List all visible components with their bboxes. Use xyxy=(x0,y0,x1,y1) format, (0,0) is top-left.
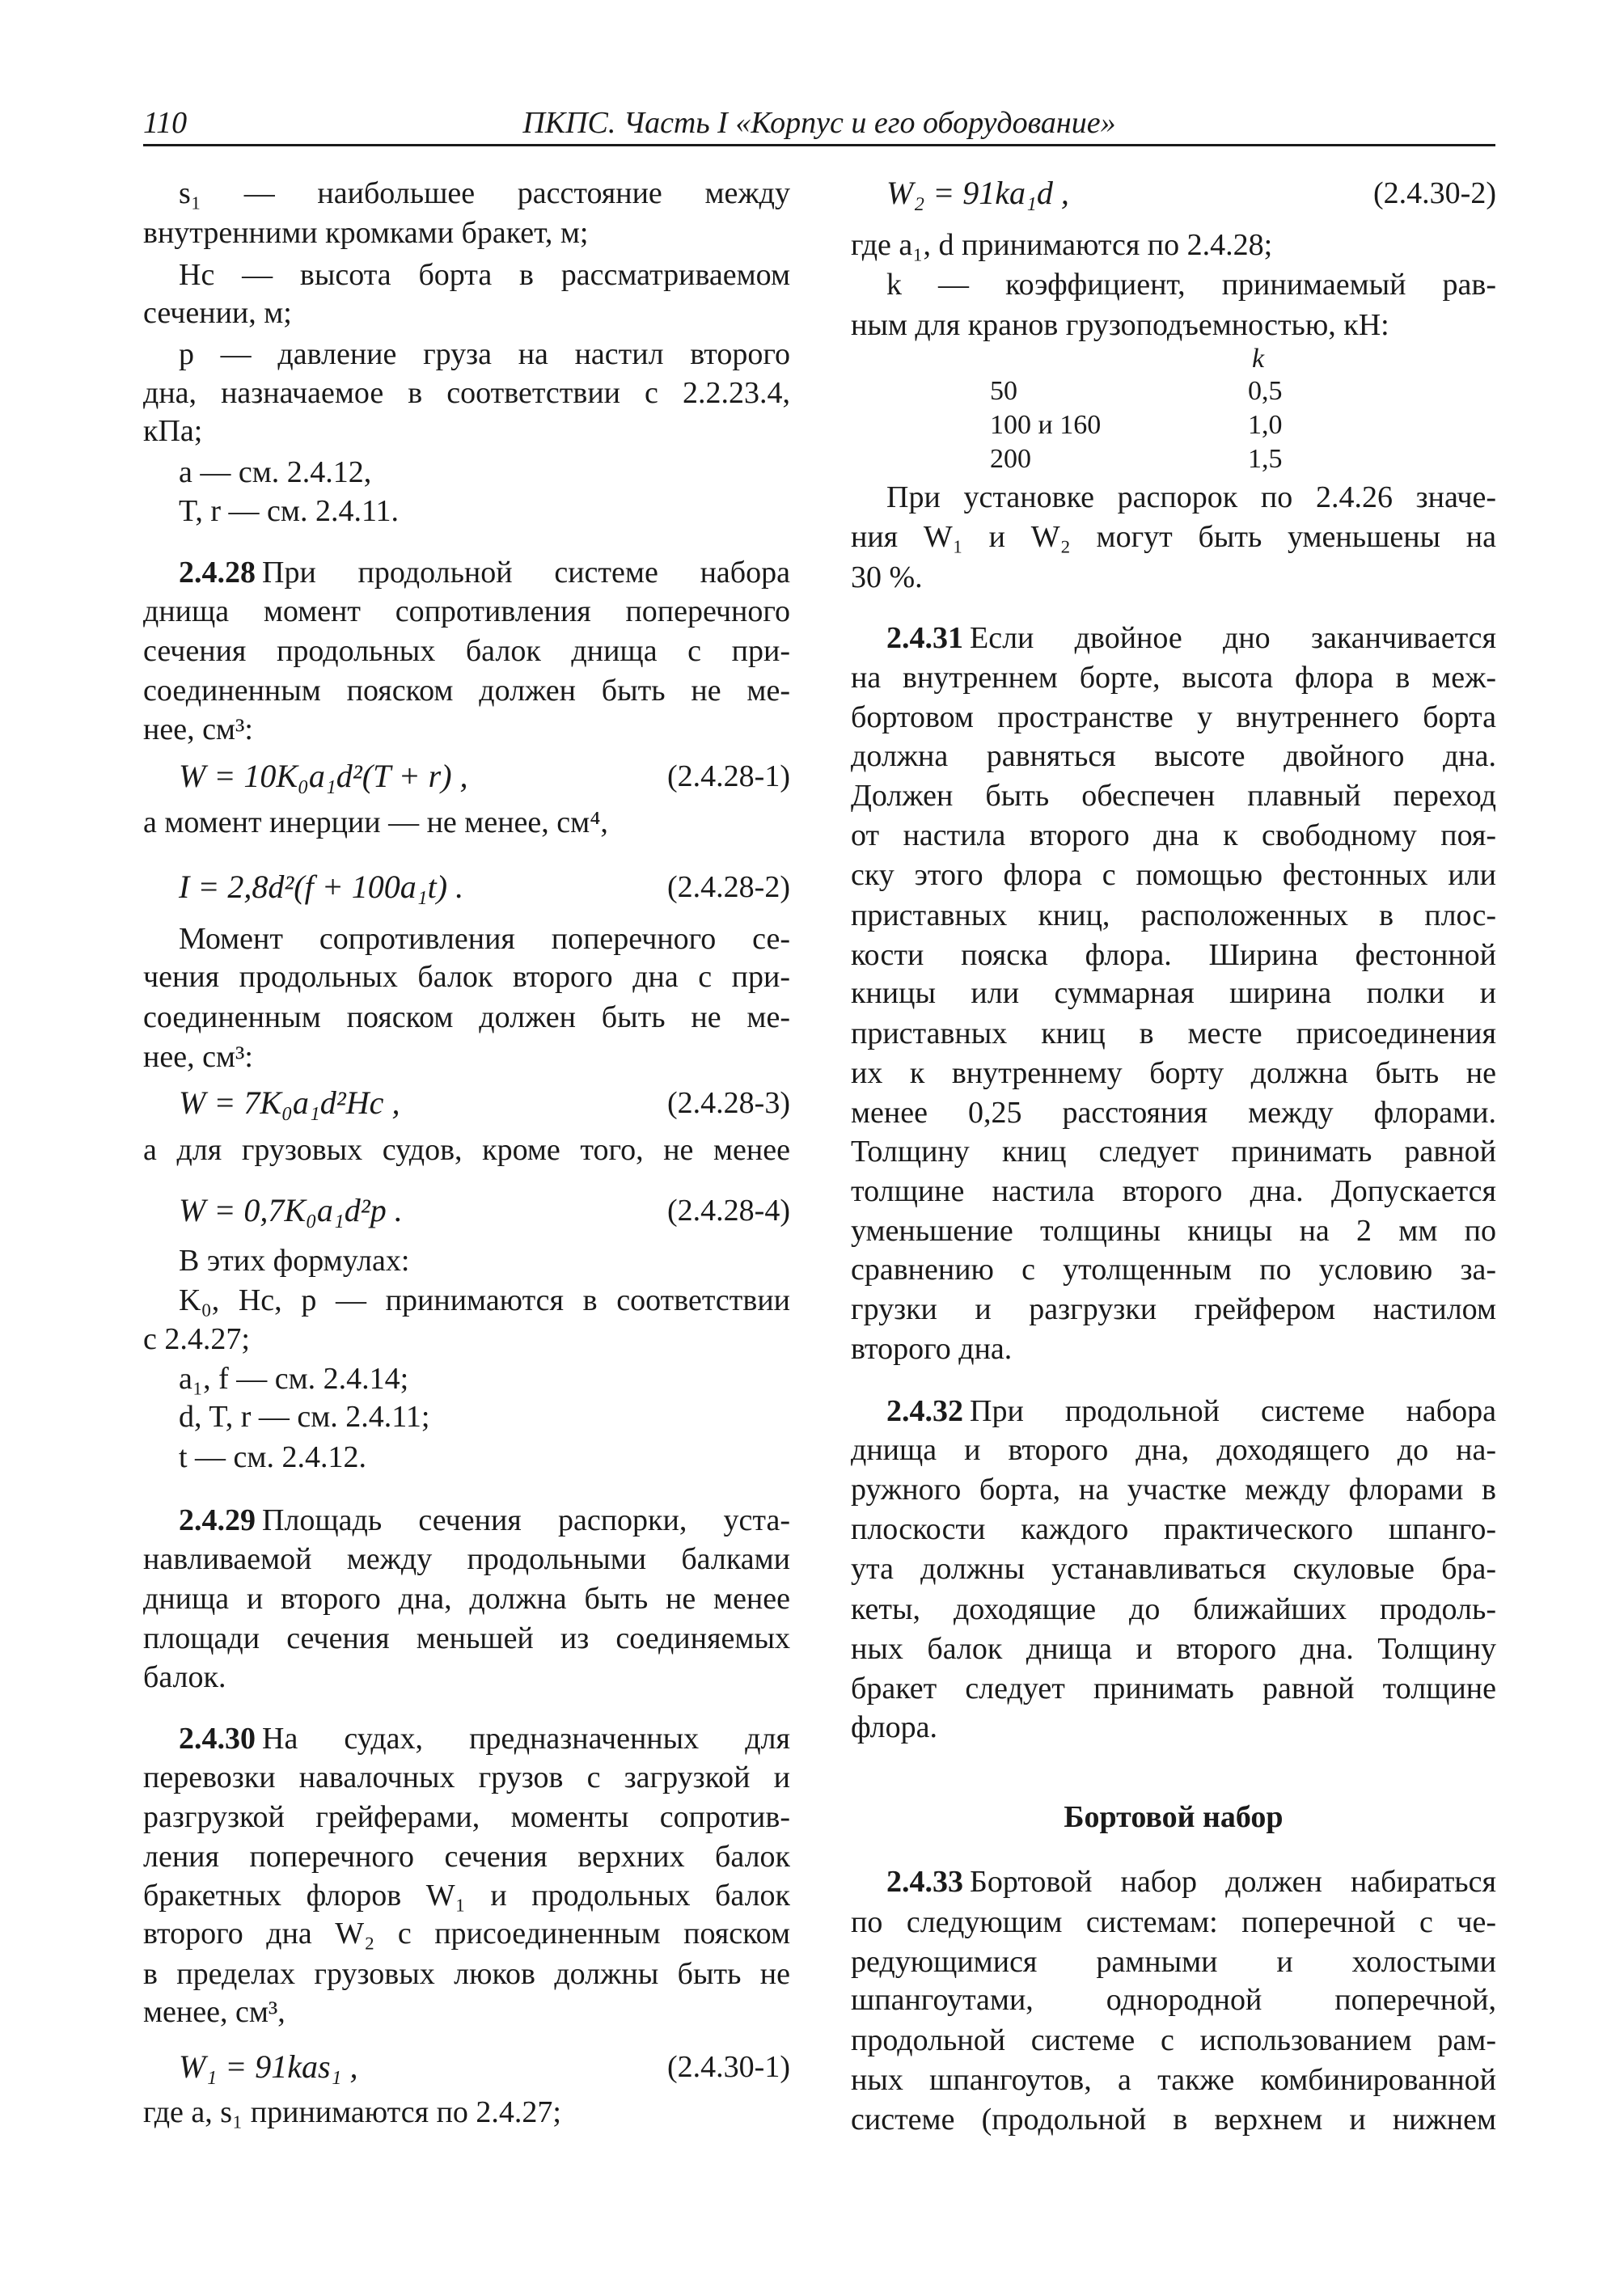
formula: W = 10K₀a₁d²(T + r) , xyxy=(179,758,468,795)
text-line xyxy=(143,1758,790,1797)
text-line xyxy=(143,1579,790,1618)
line-text: их к внутреннему борту должна быть не xyxy=(851,1056,1496,1091)
text-line xyxy=(851,226,1496,264)
text-line xyxy=(851,974,1496,1012)
text-line xyxy=(851,2061,1496,2099)
text-line xyxy=(851,816,1496,855)
line-text: кеты, доходящие до ближайших продоль- xyxy=(851,1591,1496,1626)
text-line xyxy=(851,265,1496,304)
text-line xyxy=(143,2093,790,2132)
line-text: Бортовой набор должен набираться xyxy=(970,1865,1496,1900)
line-text: на внутреннем борте, высота флора в меж- xyxy=(851,660,1496,695)
line-text: p — давление груза на настил второго xyxy=(179,337,790,372)
line-text: s₁ — наибольшее расстояние между xyxy=(179,176,790,211)
line-text: а момент инерции — не менее, см⁴, xyxy=(143,805,608,839)
clause-number: 2.4.33 xyxy=(886,1865,963,1900)
text-line xyxy=(851,2021,1496,2060)
table-row xyxy=(851,406,1496,445)
text-line xyxy=(143,1619,790,1658)
text-line xyxy=(143,632,790,670)
line-text: ным для кранов грузоподъемностью, кН: xyxy=(851,307,1389,342)
line-text: a — см. 2.4.12, xyxy=(179,455,372,490)
left-column xyxy=(143,0,790,2291)
line-text: толщине настила второго дна. Допускается xyxy=(851,1174,1496,1209)
text-line xyxy=(851,1132,1496,1171)
text-line xyxy=(143,919,790,958)
line-text: с 2.4.27; xyxy=(143,1321,250,1356)
formula: W₁ = 91kas₁ , xyxy=(179,2048,358,2085)
table-row xyxy=(851,372,1496,411)
text-line xyxy=(143,335,790,374)
text-line xyxy=(851,2100,1496,2139)
line-text: 30 %. xyxy=(851,560,923,594)
line-text: соединенным пояском должен быть не ме- xyxy=(143,1000,790,1034)
formula-line xyxy=(143,1084,790,1122)
line-text: приставных книц, расположенных в плос- xyxy=(851,898,1496,932)
line-text: шпангоутами, однородной поперечной, xyxy=(851,1983,1496,2018)
line-text: перевозки навалочных грузов с загрузкой и xyxy=(143,1760,790,1794)
text-line xyxy=(143,1320,790,1359)
line-text: днища и второго дна, доходящего до на- xyxy=(851,1432,1496,1467)
text-line xyxy=(851,1669,1496,1708)
text-line xyxy=(143,1876,790,1915)
text-line xyxy=(143,412,790,450)
text-line xyxy=(851,1211,1496,1250)
text-line xyxy=(143,553,790,592)
line-text: кПа; xyxy=(143,414,203,449)
text-line xyxy=(143,1281,790,1320)
line-text: от настила второго дна к свободному поя- xyxy=(851,818,1496,853)
text-line xyxy=(851,856,1496,894)
text-line xyxy=(143,592,790,631)
line-text: ута должны устанавливаться скуловые бра- xyxy=(851,1552,1496,1587)
text-line xyxy=(851,1629,1496,1668)
section-heading: Бортовой набор xyxy=(1064,1800,1284,1835)
text-line xyxy=(143,803,790,842)
formula-line xyxy=(851,174,1496,213)
k-value: 1,5 xyxy=(1248,443,1283,474)
line-text: навливаемой между продольными балками xyxy=(143,1541,790,1576)
text-line xyxy=(143,1397,790,1436)
k-column-header: k xyxy=(1252,343,1265,374)
text-line xyxy=(143,1540,790,1579)
line-text: сравнению с утолщенным по условию за- xyxy=(851,1252,1496,1287)
line-text: менее, см³, xyxy=(143,1995,285,2030)
text-line xyxy=(143,256,790,294)
text-line xyxy=(143,1719,790,1758)
line-text: Hс — высота борта в рассматриваемом xyxy=(179,257,790,292)
line-text: K₀, Hс, p — принимаются в соответствии xyxy=(179,1283,790,1318)
line-text: Должен быть обеспечен плавный переход xyxy=(851,778,1496,813)
text-line xyxy=(851,1093,1496,1132)
line-text: кницы или суммарная ширина полки и xyxy=(851,976,1496,1011)
text-line xyxy=(143,1798,790,1837)
formula-line xyxy=(143,757,790,796)
text-line xyxy=(851,558,1496,597)
text-line xyxy=(851,1590,1496,1629)
text-line xyxy=(851,1250,1496,1289)
formula-number: (2.4.28-1) xyxy=(667,759,790,794)
line-text: где a, s₁ принимаются по 2.4.27; xyxy=(143,2095,561,2130)
text-line xyxy=(851,776,1496,815)
text-line xyxy=(143,1241,790,1280)
line-text: сечении, м; xyxy=(143,295,292,330)
text-line xyxy=(851,658,1496,697)
line-text: ных балок днища и второго дна. Толщину xyxy=(851,1631,1496,1666)
text-line xyxy=(851,896,1496,935)
formula-number: (2.4.28-2) xyxy=(667,870,790,905)
line-text: продольной системе с использованием рам- xyxy=(851,2023,1496,2057)
k-value: 0,5 xyxy=(1248,375,1283,406)
line-text: второго дна. xyxy=(851,1332,1013,1367)
line-text: ску этого флора с помощью фестонных или xyxy=(851,858,1496,893)
text-line xyxy=(851,1862,1496,1901)
text-line xyxy=(851,1942,1496,1981)
clause-number: 2.4.29 xyxy=(179,1503,256,1538)
formula-number: (2.4.30-2) xyxy=(1373,176,1496,211)
formula-number: (2.4.30-1) xyxy=(667,2049,790,2084)
text-line xyxy=(851,1014,1496,1053)
text-line xyxy=(851,1510,1496,1549)
k-value: 1,0 xyxy=(1248,409,1283,440)
line-text: по следующим системам: поперечной с че- xyxy=(851,1904,1496,1939)
line-text: редующимися рамными и холостыми xyxy=(851,1944,1496,1979)
text-line xyxy=(851,478,1496,517)
line-text: k — коэффициент, принимаемый рав- xyxy=(886,268,1496,302)
line-text: уменьшение толщины кницы на 2 мм по xyxy=(851,1214,1496,1249)
line-text: ружного борта, на участке между флорами в xyxy=(851,1472,1496,1507)
clause-number: 2.4.30 xyxy=(179,1722,256,1756)
line-text: разгрузкой грейферами, моменты сопротив- xyxy=(143,1800,790,1835)
formula-line xyxy=(143,868,790,907)
formula-number: (2.4.28-4) xyxy=(667,1193,790,1228)
line-text: ных шпангоутов, а также комбинированной xyxy=(851,2062,1496,2097)
line-text: ления поперечного сечения верхних балок xyxy=(143,1840,790,1875)
line-text: нее, см³: xyxy=(143,1039,253,1074)
line-text: При продольной системе набора xyxy=(970,1394,1496,1429)
text-line xyxy=(851,1329,1496,1368)
line-text: T, r — см. 2.4.11. xyxy=(179,493,400,528)
line-text: d, T, r — см. 2.4.11; xyxy=(179,1400,430,1435)
text-line xyxy=(851,936,1496,974)
line-text: бракетных флоров W₁ и продольных балок xyxy=(143,1878,790,1913)
line-text: в пределах грузовых люков должны быть не xyxy=(143,1956,790,1991)
text-line xyxy=(851,1980,1496,2019)
text-line xyxy=(143,374,790,412)
line-text: При установке распорок по 2.4.26 значе- xyxy=(886,480,1496,515)
text-line xyxy=(851,1290,1496,1329)
text-line xyxy=(143,1914,790,1953)
line-text: системе (продольной в верхнем и нижнем xyxy=(851,2103,1496,2137)
line-text: площади сечения меньшей из соединяемых xyxy=(143,1621,790,1656)
line-text: ния W₁ и W₂ могут быть уменьшены на xyxy=(851,520,1496,555)
line-text: второго дна W₂ с присоединенным пояском xyxy=(143,1917,790,1951)
clause-number: 2.4.31 xyxy=(886,620,963,655)
line-text: а для грузовых судов, кроме того, не менее xyxy=(143,1132,790,1167)
line-text: грузки и разгрузки грейфером настилом xyxy=(851,1292,1496,1327)
text-line xyxy=(851,698,1496,737)
formula-number: (2.4.28-3) xyxy=(667,1085,790,1120)
line-text: a₁, f — см. 2.4.14; xyxy=(179,1361,409,1396)
line-text: Площадь сечения распорки, уста- xyxy=(262,1503,790,1538)
crane-capacity: 50 xyxy=(990,375,1017,406)
line-text: соединенным пояском должен быть не ме- xyxy=(143,674,790,708)
formula: W = 7K₀a₁d²Hс , xyxy=(179,1084,400,1121)
text-line xyxy=(143,1993,790,2031)
line-text: бракет следует принимать равной толщине xyxy=(851,1672,1496,1706)
crane-capacity: 100 и 160 xyxy=(990,409,1102,440)
text-line xyxy=(143,492,790,530)
formula: W = 0,7K₀a₁d²p . xyxy=(179,1191,403,1228)
text-line xyxy=(851,619,1496,657)
text-line xyxy=(851,1392,1496,1431)
running-title: ПКПС. Часть I «Корпус и его оборудование» xyxy=(522,106,1116,140)
line-text: приставных книц в месте присоединения xyxy=(851,1016,1496,1050)
line-text: Толщину книц следует принимать равной xyxy=(851,1134,1496,1169)
table-row xyxy=(851,440,1496,479)
line-text: Если двойное дно заканчивается xyxy=(970,620,1496,655)
text-line xyxy=(143,294,790,332)
text-line xyxy=(143,1837,790,1876)
line-text: плоскости каждого практического шпанго- xyxy=(851,1512,1496,1547)
text-line xyxy=(143,710,790,749)
line-text: кости пояска флора. Ширина фестонной xyxy=(851,938,1496,973)
text-line xyxy=(143,1955,790,1993)
line-text: днища момент сопротивления поперечного xyxy=(143,594,790,628)
line-text: менее 0,25 расстояния между флорами. xyxy=(851,1096,1496,1131)
text-line xyxy=(143,453,790,492)
line-text: бортовом пространстве у внутреннего борта xyxy=(851,700,1496,735)
text-line xyxy=(851,518,1496,556)
line-text: Момент сопротивления поперечного се- xyxy=(179,921,790,956)
line-text: сечения продольных балок днища с при- xyxy=(143,634,790,668)
clause-number: 2.4.28 xyxy=(179,556,256,590)
text-line xyxy=(851,306,1496,344)
crane-capacity: 200 xyxy=(990,443,1031,474)
text-line xyxy=(143,1131,790,1169)
text-line xyxy=(143,1438,790,1477)
line-text: t — см. 2.4.12. xyxy=(179,1439,366,1474)
text-line xyxy=(851,1054,1496,1093)
line-text: нее, см³: xyxy=(143,712,253,746)
line-text: На судах, предназначенных для xyxy=(262,1722,790,1756)
line-text: При продольной системе набора xyxy=(262,556,790,590)
text-line xyxy=(143,213,790,252)
line-text: чения продольных балок второго дна с при- xyxy=(143,960,790,995)
text-line xyxy=(143,998,790,1037)
text-line xyxy=(143,957,790,996)
text-line xyxy=(143,1038,790,1076)
line-text: где a₁, d принимаются по 2.4.28; xyxy=(851,228,1273,263)
text-line xyxy=(143,671,790,710)
right-column xyxy=(851,0,1496,2291)
formula-line xyxy=(143,2048,790,2086)
text-line xyxy=(143,1359,790,1398)
line-text: внутренними кромками бракет, м; xyxy=(143,216,589,251)
line-text: флора. xyxy=(851,1710,938,1744)
text-line xyxy=(143,174,790,213)
line-text: В этих формулах: xyxy=(179,1243,410,1278)
line-text: днища и второго дна, должна быть не менее xyxy=(143,1581,790,1616)
line-text: балок. xyxy=(143,1659,226,1694)
line-text: должна равняться высоте двойного дна. xyxy=(851,738,1496,773)
text-line xyxy=(851,1431,1496,1469)
formula: W₂ = 91ka₁d , xyxy=(886,175,1069,212)
text-line xyxy=(851,1903,1496,1942)
page-number: 110 xyxy=(143,106,188,140)
text-line xyxy=(143,1658,790,1697)
text-line xyxy=(851,1708,1496,1747)
line-text: дна, назначаемое в соответствии с 2.2.23.4, xyxy=(143,375,790,410)
text-line xyxy=(143,1501,790,1540)
formula-line xyxy=(143,1191,790,1230)
text-line xyxy=(851,1172,1496,1211)
clause-number: 2.4.32 xyxy=(886,1394,963,1429)
formula: I = 2,8d²(f + 100a₁t) . xyxy=(179,869,464,906)
text-line xyxy=(851,737,1496,776)
text-line xyxy=(851,1549,1496,1588)
text-line xyxy=(851,1470,1496,1509)
